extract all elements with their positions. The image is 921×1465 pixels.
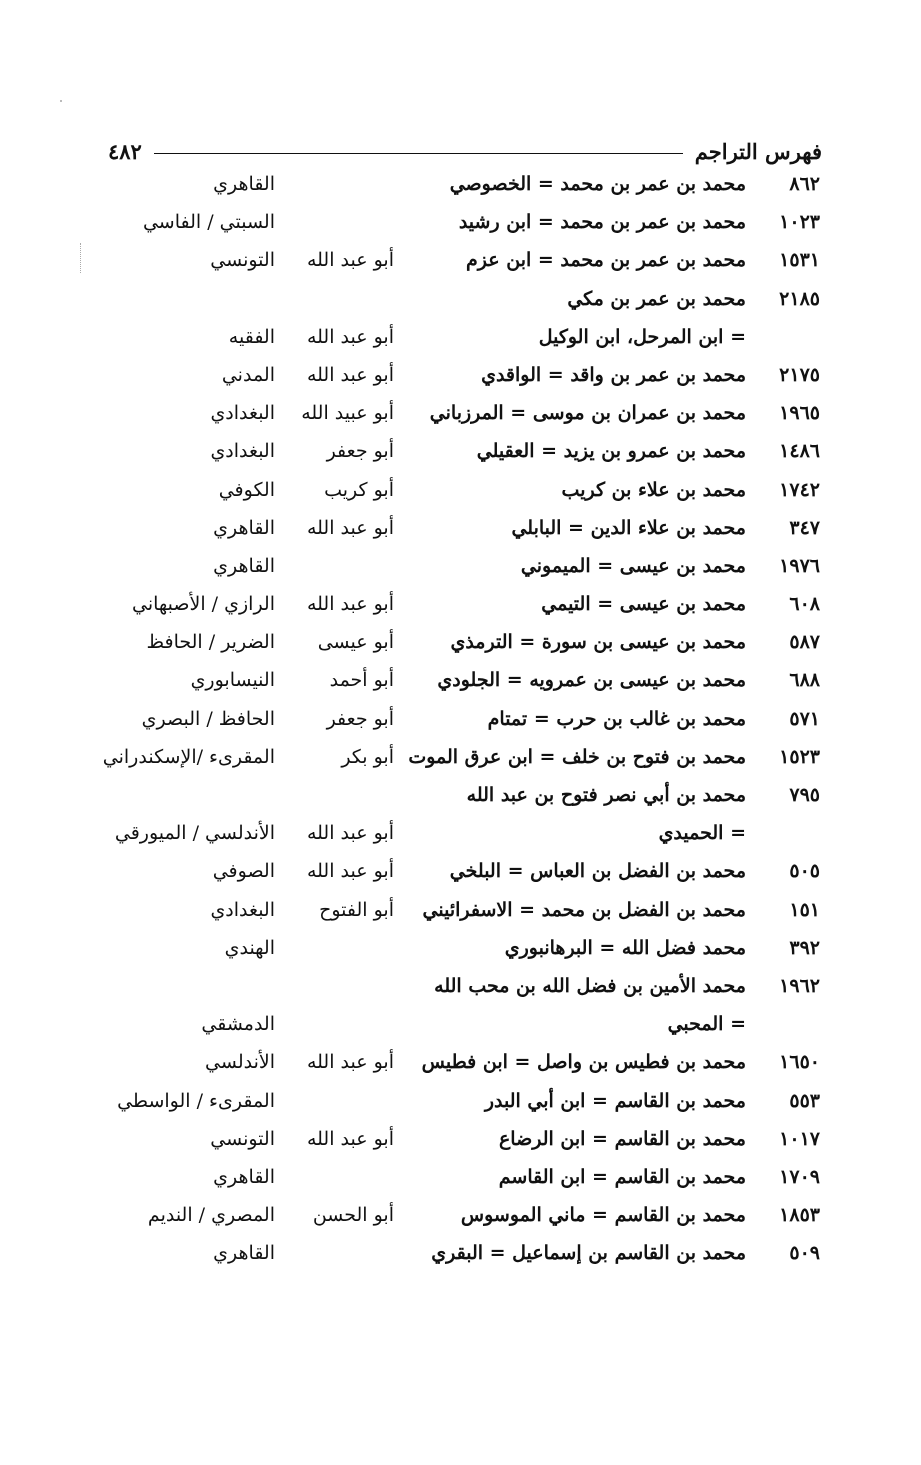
entry-number: ١٧٤٢ [779,478,820,501]
scan-speck [60,100,62,102]
entry-kunya: أبو عبد الله [306,593,394,616]
index-entry [0,662,921,700]
entry-number: ١٩٦٢ [779,974,820,997]
index-entry [0,166,921,204]
index-entry [0,472,921,510]
entry-kunya: أبو الحسن [312,1204,394,1227]
entry-name: محمد بن القاسم = ماني الموسوس [460,1204,746,1227]
entry-name: محمد بن عيسى بن سورة = الترمذي [450,631,746,654]
entry-name: محمد بن فطيس بن واصل = ابن فطيس [421,1051,746,1074]
entry-name: محمد بن عمر بن مكي [567,287,746,310]
entry-nisba: المصري / النديم [147,1204,275,1227]
entry-number: ١٩٦٥ [779,402,820,425]
index-entry [0,777,921,815]
entry-name: = الحميدي [658,822,746,845]
entry-nisba: الفقيه [228,325,275,348]
entry-number: ٥٨٧ [789,631,820,654]
entry-nisba: الأندلسي [205,1051,275,1074]
entry-kunya: أبو عبد الله [306,822,394,845]
index-entry [0,548,921,586]
entry-number: ٦٨٨ [789,669,820,692]
entry-nisba: الدمشقي [201,1013,275,1036]
entry-kunya: أبو عبد الله [306,516,394,539]
entry-name: محمد بن فتوح بن خلف = ابن عرق الموت [408,745,746,768]
entry-number: ٧٩٥ [789,784,820,806]
entry-nisba: البغدادي [210,402,275,425]
entry-name: = المحبي [667,1013,746,1036]
running-title: فهرس التراجم [694,138,822,164]
entry-name: = ابن المرحل، ابن الوكيل [538,325,746,348]
index-entry [0,930,921,968]
index-entry [0,739,921,777]
entry-name: محمد بن القاسم = ابن أبي البدر [484,1089,746,1112]
entry-kunya: أبو عبد الله [306,860,394,883]
entry-kunya: أبو عبد الله [306,325,394,348]
entry-nisba: الكوفي [218,478,275,501]
entry-name: محمد بن عيسى = الميموني [520,554,746,577]
entry-nisba: التونسي [210,1127,275,1150]
index-entry [0,968,921,1006]
entry-kunya: أبو كريب [324,478,394,501]
entry-nisba: الأندلسي / الميورقي [114,822,275,845]
entry-kunya: أبو عبد الله [306,363,394,386]
page-header [108,134,822,168]
index-entry [0,395,921,433]
entry-number: ١٠١٧ [779,1127,820,1150]
entry-number: ١٦٥٠ [779,1051,820,1074]
entry-nisba: البغدادي [210,898,275,921]
entry-name: محمد بن عمرو بن يزيد = العقيلي [476,440,746,463]
entry-name: محمد بن الفضل بن محمد = الاسفرائيني [422,898,746,921]
entry-name: محمد بن الفضل بن العباس = البلخي [449,860,746,883]
index-entry [0,1121,921,1159]
index-entry [0,892,921,930]
entry-nisba: الرازي / الأصبهاني [131,593,275,616]
entry-nisba: القاهري [213,173,275,195]
index-entry [0,433,921,471]
entry-name: محمد بن عيسى بن عمرويه = الجلودي [437,669,746,692]
entry-number: ١٧٠٩ [779,1165,820,1188]
entry-number: ٥٠٩ [789,1242,820,1265]
index-entry [0,815,921,853]
entry-number: ١٥١ [789,898,820,921]
entry-kunya: أبو جعفر [326,707,394,730]
entry-number: ٢١٧٥ [779,363,820,386]
entry-name: محمد بن عمر بن واقد = الواقدي [481,363,746,386]
entry-name: محمد بن عمران بن موسى = المرزباني [429,402,746,425]
header-rule [154,153,683,154]
entry-number: ٨٦٢ [789,173,820,195]
entry-kunya: أبو أحمد [329,669,394,692]
entry-number: ٣٩٢ [789,936,820,959]
entry-name: محمد بن عيسى = التيمي [541,593,746,616]
entry-number: ١٩٧٦ [779,554,820,577]
entry-name: محمد بن عمر بن محمد = ابن رشيد [458,211,746,234]
entry-kunya: أبو بكر [341,745,394,768]
page-number: ٤٨٢ [108,138,142,164]
index-entry [0,853,921,891]
entry-number: ١٨٥٣ [779,1204,820,1227]
entry-number: ١٤٨٦ [779,440,820,463]
entry-kunya: أبو عبد الله [306,1051,394,1074]
index-entry [0,242,921,280]
entry-nisba: الهندي [224,936,275,959]
index-entry [0,319,921,357]
index-entry [0,357,921,395]
entry-kunya: أبو عبد الله [306,1127,394,1150]
entry-nisba: الصوفي [212,860,275,883]
index-entry [0,1197,921,1235]
index-entry [0,204,921,242]
entry-kunya: أبو عبيد الله [301,402,394,425]
index-entry [0,586,921,624]
entry-number: ١٥٣١ [779,249,820,272]
entry-nisba: القاهري [213,1242,275,1265]
entry-name: محمد فضل الله = البرهانبوري [504,936,746,959]
entry-number: ٦٠٨ [789,593,820,616]
index-entry [0,1159,921,1197]
entry-name: محمد بن علاء الدين = البابلي [511,516,746,539]
entry-nisba: القاهري [213,1165,275,1188]
index-entry [0,281,921,319]
entry-number: ١٠٢٣ [779,211,820,234]
entry-name: محمد الأمين بن فضل الله بن محب الله [434,974,746,997]
biographies-index-list [0,166,921,1273]
index-entry [0,624,921,662]
entry-nisba: الضرير / الحافظ [146,631,275,654]
index-entry [0,1044,921,1082]
entry-kunya: أبو عبد الله [306,249,394,272]
index-entry [0,701,921,739]
entry-name: محمد بن عمر بن محمد = ابن عزم [466,249,746,272]
entry-kunya: أبو جعفر [326,440,394,463]
entry-nisba: التونسي [210,249,275,272]
entry-nisba: المقرىء / الواسطي [117,1089,275,1112]
entry-kunya: أبو الفتوح [319,898,394,921]
entry-nisba: المدني [221,363,275,386]
index-entry [0,1006,921,1044]
entry-nisba: السبتي / الفاسي [142,211,275,234]
entry-nisba: الحافظ / البصري [141,707,275,730]
entry-name: محمد بن أبي نصر فتوح بن عبد الله [466,784,746,806]
entry-number: ٥٧١ [789,707,820,730]
entry-kunya: أبو عيسى [317,631,394,654]
entry-nisba: القاهري [213,554,275,577]
entry-number: ٥٠٥ [789,860,820,883]
index-entry [0,1235,921,1273]
entry-nisba: البغدادي [210,440,275,463]
entry-number: ١٥٢٣ [779,745,820,768]
entry-name: محمد بن غالب بن حرب = تمتام [487,707,746,730]
entry-name: محمد بن القاسم = ابن الرضاع [498,1127,746,1150]
entry-name: محمد بن عمر بن محمد = الخصوصي [449,173,746,195]
index-entry [0,510,921,548]
entry-number: ٥٥٣ [789,1089,820,1112]
entry-nisba: المقرىء /الإسكندراني [102,745,275,768]
entry-number: ٢١٨٥ [779,287,820,310]
entry-number: ٣٤٧ [789,516,820,539]
entry-name: محمد بن القاسم بن إسماعيل = البقري [431,1242,746,1265]
entry-name: محمد بن علاء بن كريب [561,478,746,501]
entry-name: محمد بن القاسم = ابن القاسم [498,1165,746,1188]
entry-nisba: القاهري [213,516,275,539]
index-entry [0,1083,921,1121]
entry-nisba: النيسابوري [190,669,275,692]
